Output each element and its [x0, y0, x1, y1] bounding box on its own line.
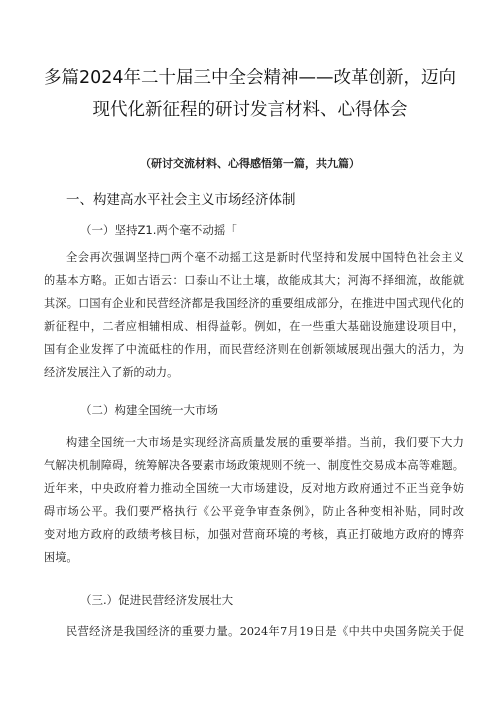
paragraph-line: 碍市场公平。我们要严格执行《公平竞争审查条例》，防止各种变相补贴，同时改 [44, 505, 464, 518]
paragraph-line: 国有企业发挥了中流砥柱的作用，而民营经济则在创新领域展现出强大的活力，为 [44, 343, 464, 356]
document-subtitle: （研讨交流材料、心得感悟第一篇，共九篇） [140, 157, 360, 170]
paragraph-1 [44, 246, 464, 384]
paragraph-line: 变对地方政府的政绩考核目标，加强对营商环境的考核，真正打破地方政府的博弈 [44, 528, 464, 541]
section-heading: 一、构建高水平社会主义市场经济体制 [66, 192, 296, 208]
paragraph-line: 构建全国统一大市场是实现经济高质量发展的重要举措。当前，我们要下大力 [66, 436, 464, 449]
paragraph-line: 经济发展注入了新的动力。 [44, 366, 179, 379]
paragraph-line: 全会再次强调坚持□两个毫不动摇工这是新时代坚持和发展中国特色社会主义 [66, 251, 464, 264]
paragraph-line: 其深。口国有企业和民营经济都是我国经济的重要组成部分，在推进中国式现代化的 [44, 297, 464, 310]
paragraph-line: 近年来，中央政府着力推动全国统一大市场建设，反对地方政府通过不正当竞争妨 [44, 482, 464, 495]
paragraph-line: 气解决机制障碍，统筹解决各要素市场政策规则不统一、制度性交易成本高等难题。 [44, 459, 464, 472]
subsection-heading-2: （二）构建全国统一大市场 [80, 403, 218, 417]
subsection-heading-3: （三.）促进民营经济发展壮大 [80, 593, 234, 607]
paragraph-line: 民营经济是我国经济的重要力量。2024年7月19日是《中共中央国务院关于促 [66, 625, 464, 638]
document-title-line-2: 现代化新征程的研讨发言材料、心得体会 [92, 100, 408, 120]
document-title-line-1: 多篇2024年二十届三中全会精神——改革创新，迈向 [43, 68, 457, 88]
paragraph-line: 新征程中，二者应相辅相成、相得益彰。例如，在一些重大基础设施建设项目中， [44, 320, 464, 333]
paragraph-3 [44, 620, 464, 643]
paragraph-2 [44, 431, 464, 569]
paragraph-line: 困境。 [44, 551, 78, 564]
paragraph-line: 的基本方略。正如古语云：口泰山不让土壤，故能成其大；河海不择细流，故能就 [44, 274, 464, 287]
subsection-heading-1: （一）坚持Z1.两个毫不动摇「 [80, 223, 237, 237]
